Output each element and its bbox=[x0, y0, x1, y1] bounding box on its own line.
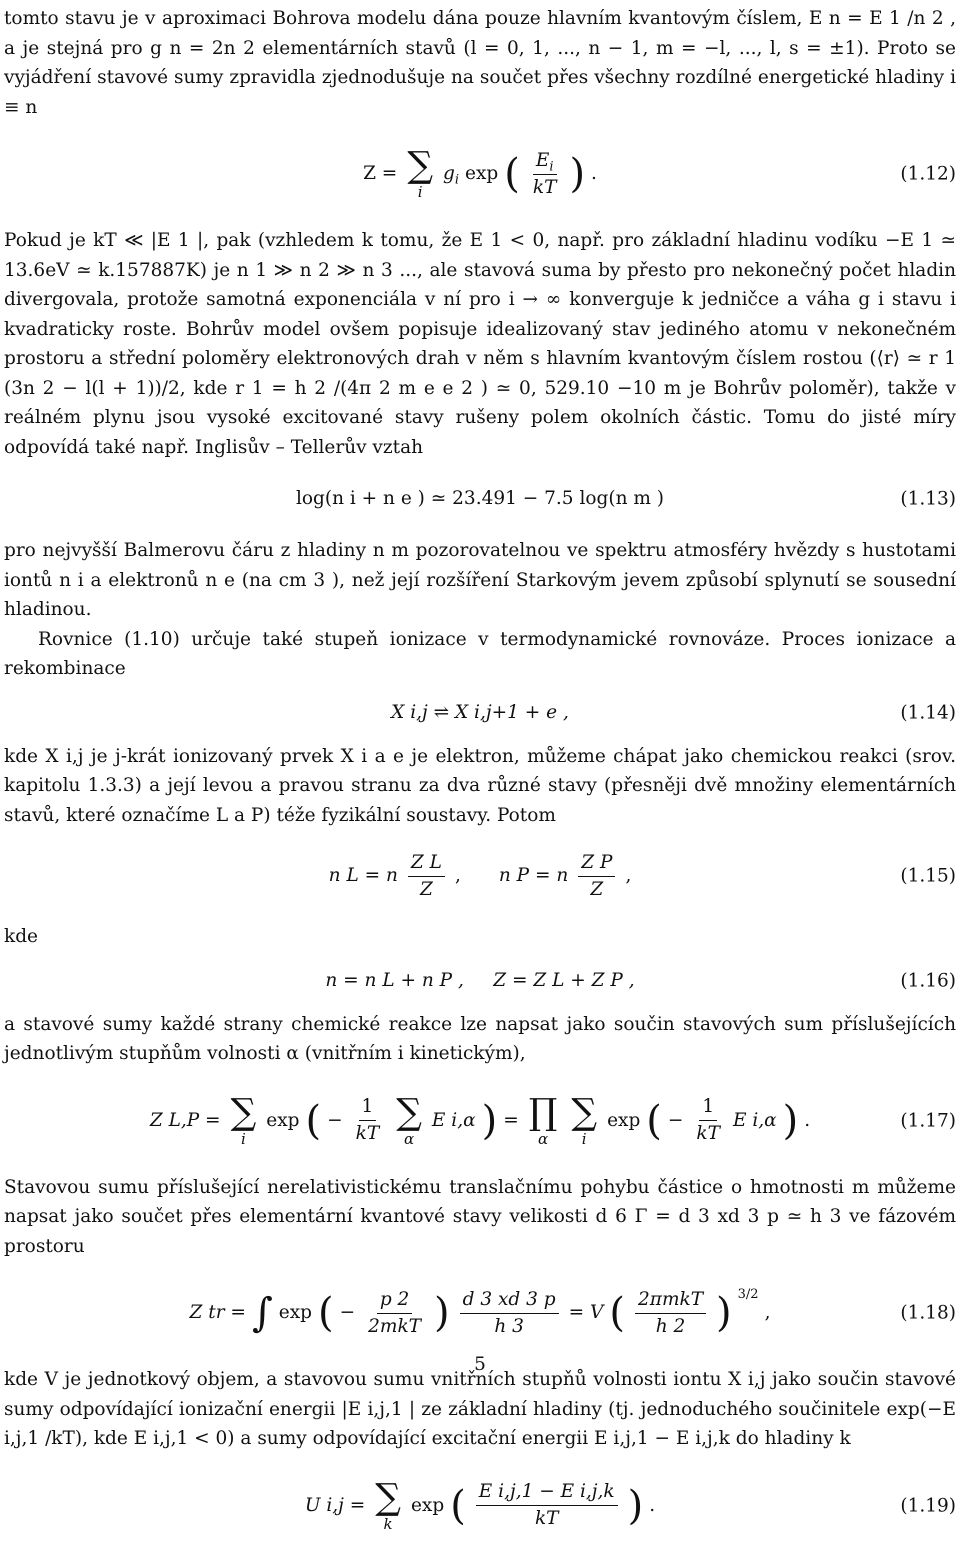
page-number: 5 bbox=[474, 1354, 486, 1375]
equation-number: (1.15) bbox=[900, 865, 956, 887]
eq13-body: log(n i + n e ) ≃ 23.491 − 7.5 log(n m ) bbox=[295, 488, 665, 510]
equation-number: (1.17) bbox=[900, 1109, 956, 1131]
equation-1-18: Z tr = ∫ exp ( − $\frac{p 2}{\text{2mkT}}$ ) $\frac{d 3 xd 3 p}{h 3}$ = V ( $\frac{\text{2πmkT}}{h 2}$ ) $^{3/2}$ , (1.18) bbox=[189, 1287, 956, 1337]
document-page bbox=[4, 4, 956, 1558]
eq12-sum: ∑ i bbox=[407, 145, 434, 201]
paragraph-partition-product: a stavové sumy každé strany chemické reakce lze napsat jako součin stavových sum příslušejících jednotlivým stupňům volnosti α (vnitřním i kinetickým), bbox=[4, 1013, 956, 1064]
paragraph-kde: kde bbox=[4, 926, 39, 947]
equation-1-19: U i,j = ∑ k exp ( $\frac{\text{E i,j,1 − E i,j,k}}{kT}$ ) . (1.19) bbox=[304, 1476, 956, 1533]
eq12-g: $g_i$ bbox=[443, 163, 460, 188]
equation-number: (1.13) bbox=[900, 488, 956, 510]
equation-1-16 bbox=[4, 958, 956, 1004]
paragraph-balmer: pro nejvyšší Balmerovu čáru z hladiny n m pozorovatelnou ve spektru atmosféry hvězdy s hustotami iontů n i a elektronů n e (na cm 3 ), než její rozšíření Starkovým jevem způsobí splynutí se sousední hladinou. bbox=[4, 540, 956, 620]
equation-1-17: Z L,P = ∑ i exp ( − $\frac{1}{kT}$ ∑ α E i,α ) = ∏ α ∑ i exp ( − $\frac{1}{kT}$ E i,α ) . (1.17) bbox=[149, 1091, 956, 1148]
paragraph-translational: Stavovou sumu příslušející nerelativistickému translačnímu pohybu částice o hmotnosti m můžeme napsat jako součet přes elementární kvantové stavy velikosti d 6 Γ = d 3 xd 3 p ≃ h 3 ve fázovém prostoru bbox=[4, 1176, 956, 1257]
eq14-body: X i,j ⇌ X i,j+1 + e , bbox=[391, 701, 569, 723]
eq16-body: n = n L + n P , Z = Z L + Z P , bbox=[325, 969, 635, 991]
equation-1-15: n L = n $\frac{\text{Z L}}{Z}$ , n P = n $\frac{\text{Z P}}{Z}$ , (1.15) bbox=[328, 851, 956, 900]
paragraph-bohr-model: tomto stavu je v aproximaci Bohrova modelu dána pouze hlavním kvantovým číslem, E n = E 1 /n 2 , a je stejná pro g n = 2n 2 elementárních stavů (l = 0, 1, ..., n − 1, m = −l, ..., l, s = ±1). Proto se vyjádření stavové sumy zpravidla zjednodušuje na součet přes všechny rozdílné energetické hladiny i ≡ n bbox=[4, 8, 956, 118]
equation-number: (1.12) bbox=[900, 163, 956, 185]
equation-1-14 bbox=[4, 690, 956, 736]
eq12-fraction: $\frac{E_i}{kT}$ bbox=[532, 149, 557, 198]
equation-1-12: Z = ∑ i $g_i$ exp ( $\frac{E_i}{kT}$ ) . (1.12) bbox=[363, 145, 956, 201]
equation-1-13 bbox=[4, 468, 956, 530]
paragraph-chemical-reaction: kde X i,j je j-krát ionizovaný prvek X i a e je elektron, můžeme chápat jako chemickou reakci (srov. kapitolu 1.3.3) a její levou a pravou stranu za dva různé stavy (přesněji dvě množiny elementárních stavů, které označíme L a P) téže fyzikální soustavy. Potom bbox=[4, 745, 956, 826]
paragraph-internal-degrees: kde V je jednotkový objem, a stavovou sumu vnitřních stupňů volnosti iontu X i,j jako součin stavové sumy odpovídající ionizační energii |E i,j,1 | ze základní hladiny (tj. jednoduchého součinitele exp(−E i,j,1 /kT), kde E i,j,1 < 0) a sumy odpovídající excitační energii E i,j,1 − E i,j,k do hladiny k bbox=[4, 1369, 956, 1449]
equation-number: (1.16) bbox=[900, 969, 956, 991]
equation-number: (1.14) bbox=[900, 701, 956, 723]
eq12-lhs: Z = bbox=[363, 163, 398, 185]
equation-number: (1.19) bbox=[900, 1494, 956, 1516]
eq12-exp: exp bbox=[465, 163, 499, 185]
equation-number: (1.18) bbox=[900, 1302, 956, 1324]
paragraph-divergence: Pokud je kT ≪ |E 1 |, pak (vzhledem k tomu, že E 1 < 0, např. pro základní hladinu vodíku −E 1 ≃ 13.6eV ≃ k.157887K) je n 1 ≫ n 2 ≫ n 3 ..., ale stavová suma by přesto pro nekonečný počet hladin divergovala, protože samotná exponenciála v ní pro i → ∞ konverguje k jedničce a váha g i stavu i kvadraticky roste. Bohrův model ovšem popisuje idealizovaný stav jediného atomu v nekonečném prostoru a střední poloměry elektronových drah v něm s hlavním kvantovým číslem rostou (⟨r⟩ ≃ r 1 (3n 2 − l(l + 1))/2, kde r 1 = h 2 /(4π 2 m e e 2 ) ≃ 0, 529.10 −10 m je Bohrův poloměr), takže v reálném plynu jsou vysoké excitované stavy rušeny polem okolních částic. Tomu do jisté míry odpovídá také např. Inglisův – Tellerův vztah bbox=[4, 230, 956, 458]
paragraph-ionization: Rovnice (1.10) určuje také stupeň ionizace v termodynamické rovnováze. Proces ionizace a rekombinace bbox=[4, 628, 956, 679]
